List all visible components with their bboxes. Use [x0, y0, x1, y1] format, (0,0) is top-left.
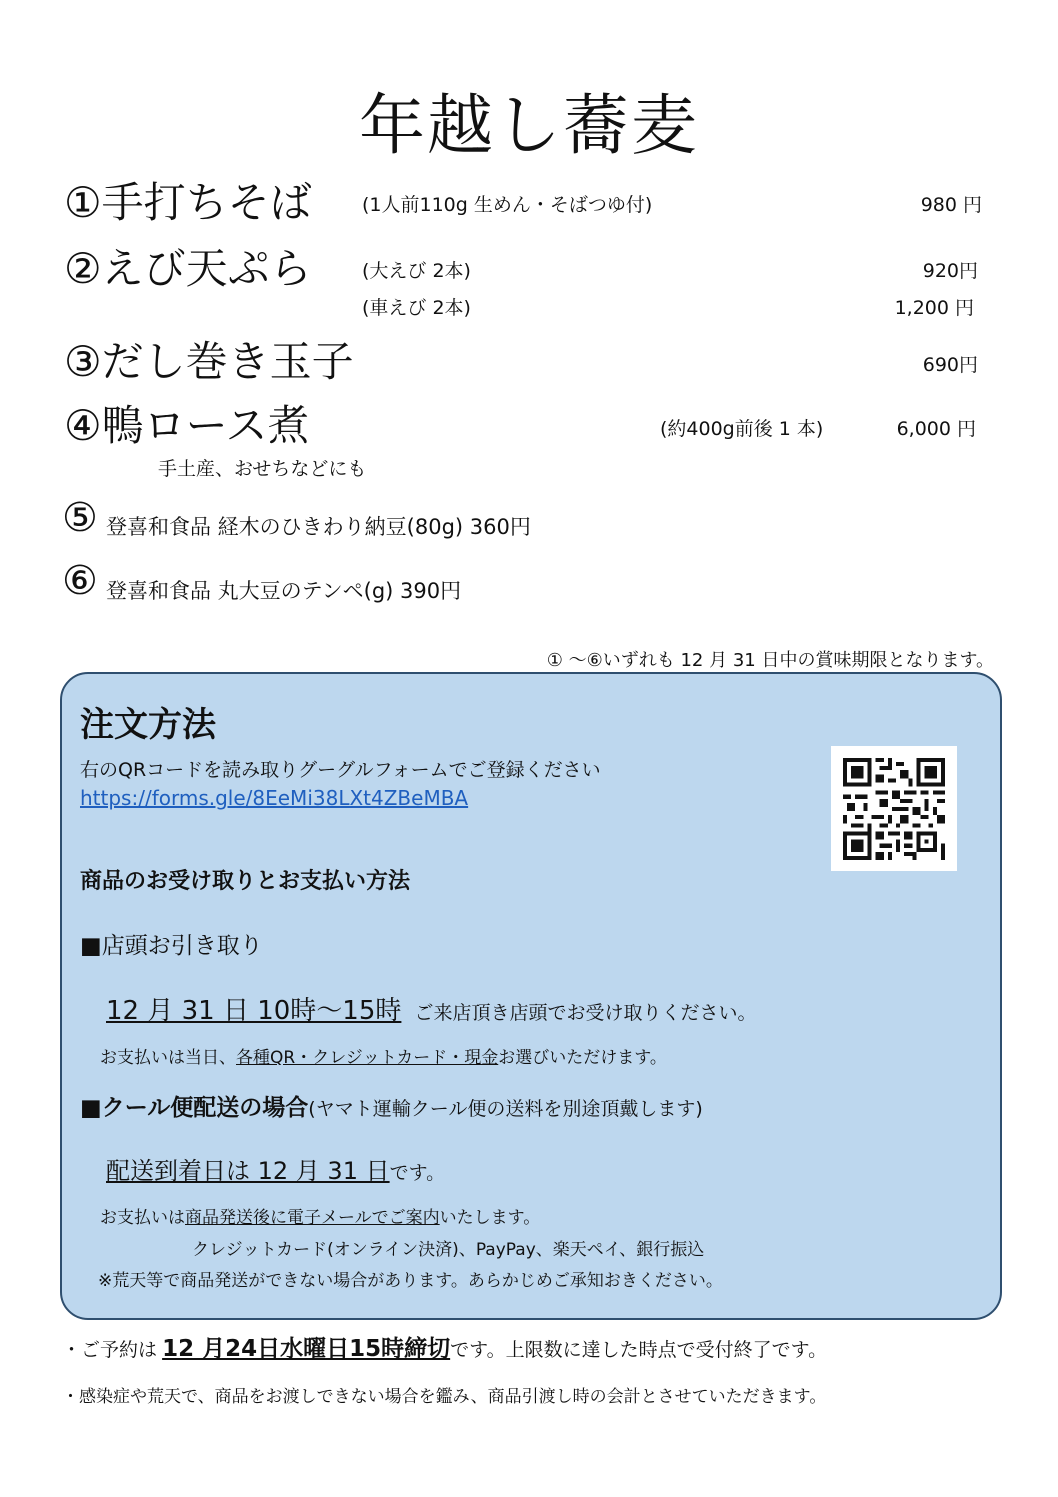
extra-item-5-number: ⑤ [62, 495, 98, 541]
order-form-link[interactable]: https://forms.gle/8EeMi38LXt4ZBeMBA [80, 786, 469, 810]
delivery-payment-prefix: お支払いは [100, 1208, 185, 1228]
menu-item-tamago-price: 690円 [922, 354, 978, 376]
menu-item-soba-name: ①手打ちそば [64, 178, 312, 227]
payment-note: ・感染症や荒天で、商品をお渡しできない場合を鑑み、商品引渡し時の会計とさせていただきます。 [62, 1387, 827, 1407]
deadline-date: 12 月24日水曜日15時締切 [162, 1336, 451, 1362]
delivery-date-line [106, 1151, 445, 1186]
deadline-prefix: ・ご予約は [62, 1339, 158, 1361]
menu-item-tempura-price-2: 1,200 円 [894, 297, 974, 319]
deadline-suffix: です。上限数に達した時点で受付終了です。 [450, 1339, 828, 1361]
menu-item-tamago-name: ③だし巻き玉子 [64, 337, 354, 386]
delivery-weather-note: ※荒天等で商品発送ができない場合があります。あらかじめご承知おきください。 [98, 1271, 723, 1291]
delivery-heading: ■クール便配送の場合 [80, 1095, 309, 1121]
store-payment-methods: 各種QR・クレジットカード・現金 [236, 1048, 499, 1068]
qr-code-image [843, 758, 945, 860]
delivery-heading-line [80, 1089, 703, 1122]
page-title: 年越し蕎麦 [359, 87, 699, 164]
store-payment-prefix: お支払いは当日、 [100, 1048, 236, 1068]
delivery-payment-suffix: いたします。 [439, 1208, 541, 1228]
menu-item-duck-detail: (約400g前後 1 本) [660, 418, 824, 440]
reservation-deadline-line [62, 1330, 827, 1363]
menu-item-tempura-price: 920円 [922, 260, 978, 282]
menu-item-duck-name: ④鴨ロース煮 [64, 401, 310, 450]
receive-heading: 商品のお受け取りとお支払い方法 [80, 869, 411, 894]
extra-item-5-text: 登喜和食品 経木のひきわり納豆(80g) 360円 [106, 515, 531, 539]
delivery-heading-note: (ヤマト運輸クール便の送料を別途頂戴します) [308, 1098, 703, 1120]
menu-item-soba-detail: (1人前110g 生めん・そばつゆ付) [362, 194, 653, 216]
menu-item-tempura-name: ②えび天ぷら [64, 244, 312, 293]
menu-item-soba-price: 980 円 [920, 194, 982, 216]
menu-item-duck-note: 手土産、おせちなどにも [158, 458, 367, 480]
delivery-date-suffix: です。 [389, 1162, 446, 1184]
store-payment-suffix: お選びいただけます。 [498, 1048, 667, 1068]
extra-item-6-text: 登喜和食品 丸大豆のテンペ(g) 390円 [106, 579, 462, 603]
store-pickup-date-line [106, 990, 757, 1027]
order-title: 注文方法 [80, 705, 216, 745]
menu-item-duck-price: 6,000 円 [896, 418, 976, 440]
store-pickup-heading: ■店頭お引き取り [80, 933, 263, 959]
extra-item-6-number: ⑥ [62, 558, 98, 604]
menu-item-tempura-detail-2: (車えび 2本) [362, 297, 471, 319]
store-pickup-date-suffix: ご来店頂き店頭でお受け取りください。 [414, 1002, 757, 1024]
order-instruction: 右のQRコードを読み取りグーグルフォームでご登録ください [80, 759, 601, 781]
store-payment-line [100, 1043, 667, 1068]
expiry-note: ① ～⑥いずれも 12 月 31 日中の賞味期限となります。 [546, 650, 994, 671]
delivery-date: 配送到着日は 12 月 31 日 [106, 1157, 390, 1185]
store-pickup-date: 12 月 31 日 10時～15時 [106, 996, 402, 1026]
delivery-payment-line [100, 1203, 540, 1228]
delivery-payment-underlined: 商品発送後に電子メールでご案内 [185, 1208, 440, 1228]
delivery-payment-methods: クレジットカード(オンライン決済)、PayPay、楽天ペイ、銀行振込 [192, 1240, 705, 1260]
menu-item-tempura-detail: (大えび 2本) [362, 260, 471, 282]
